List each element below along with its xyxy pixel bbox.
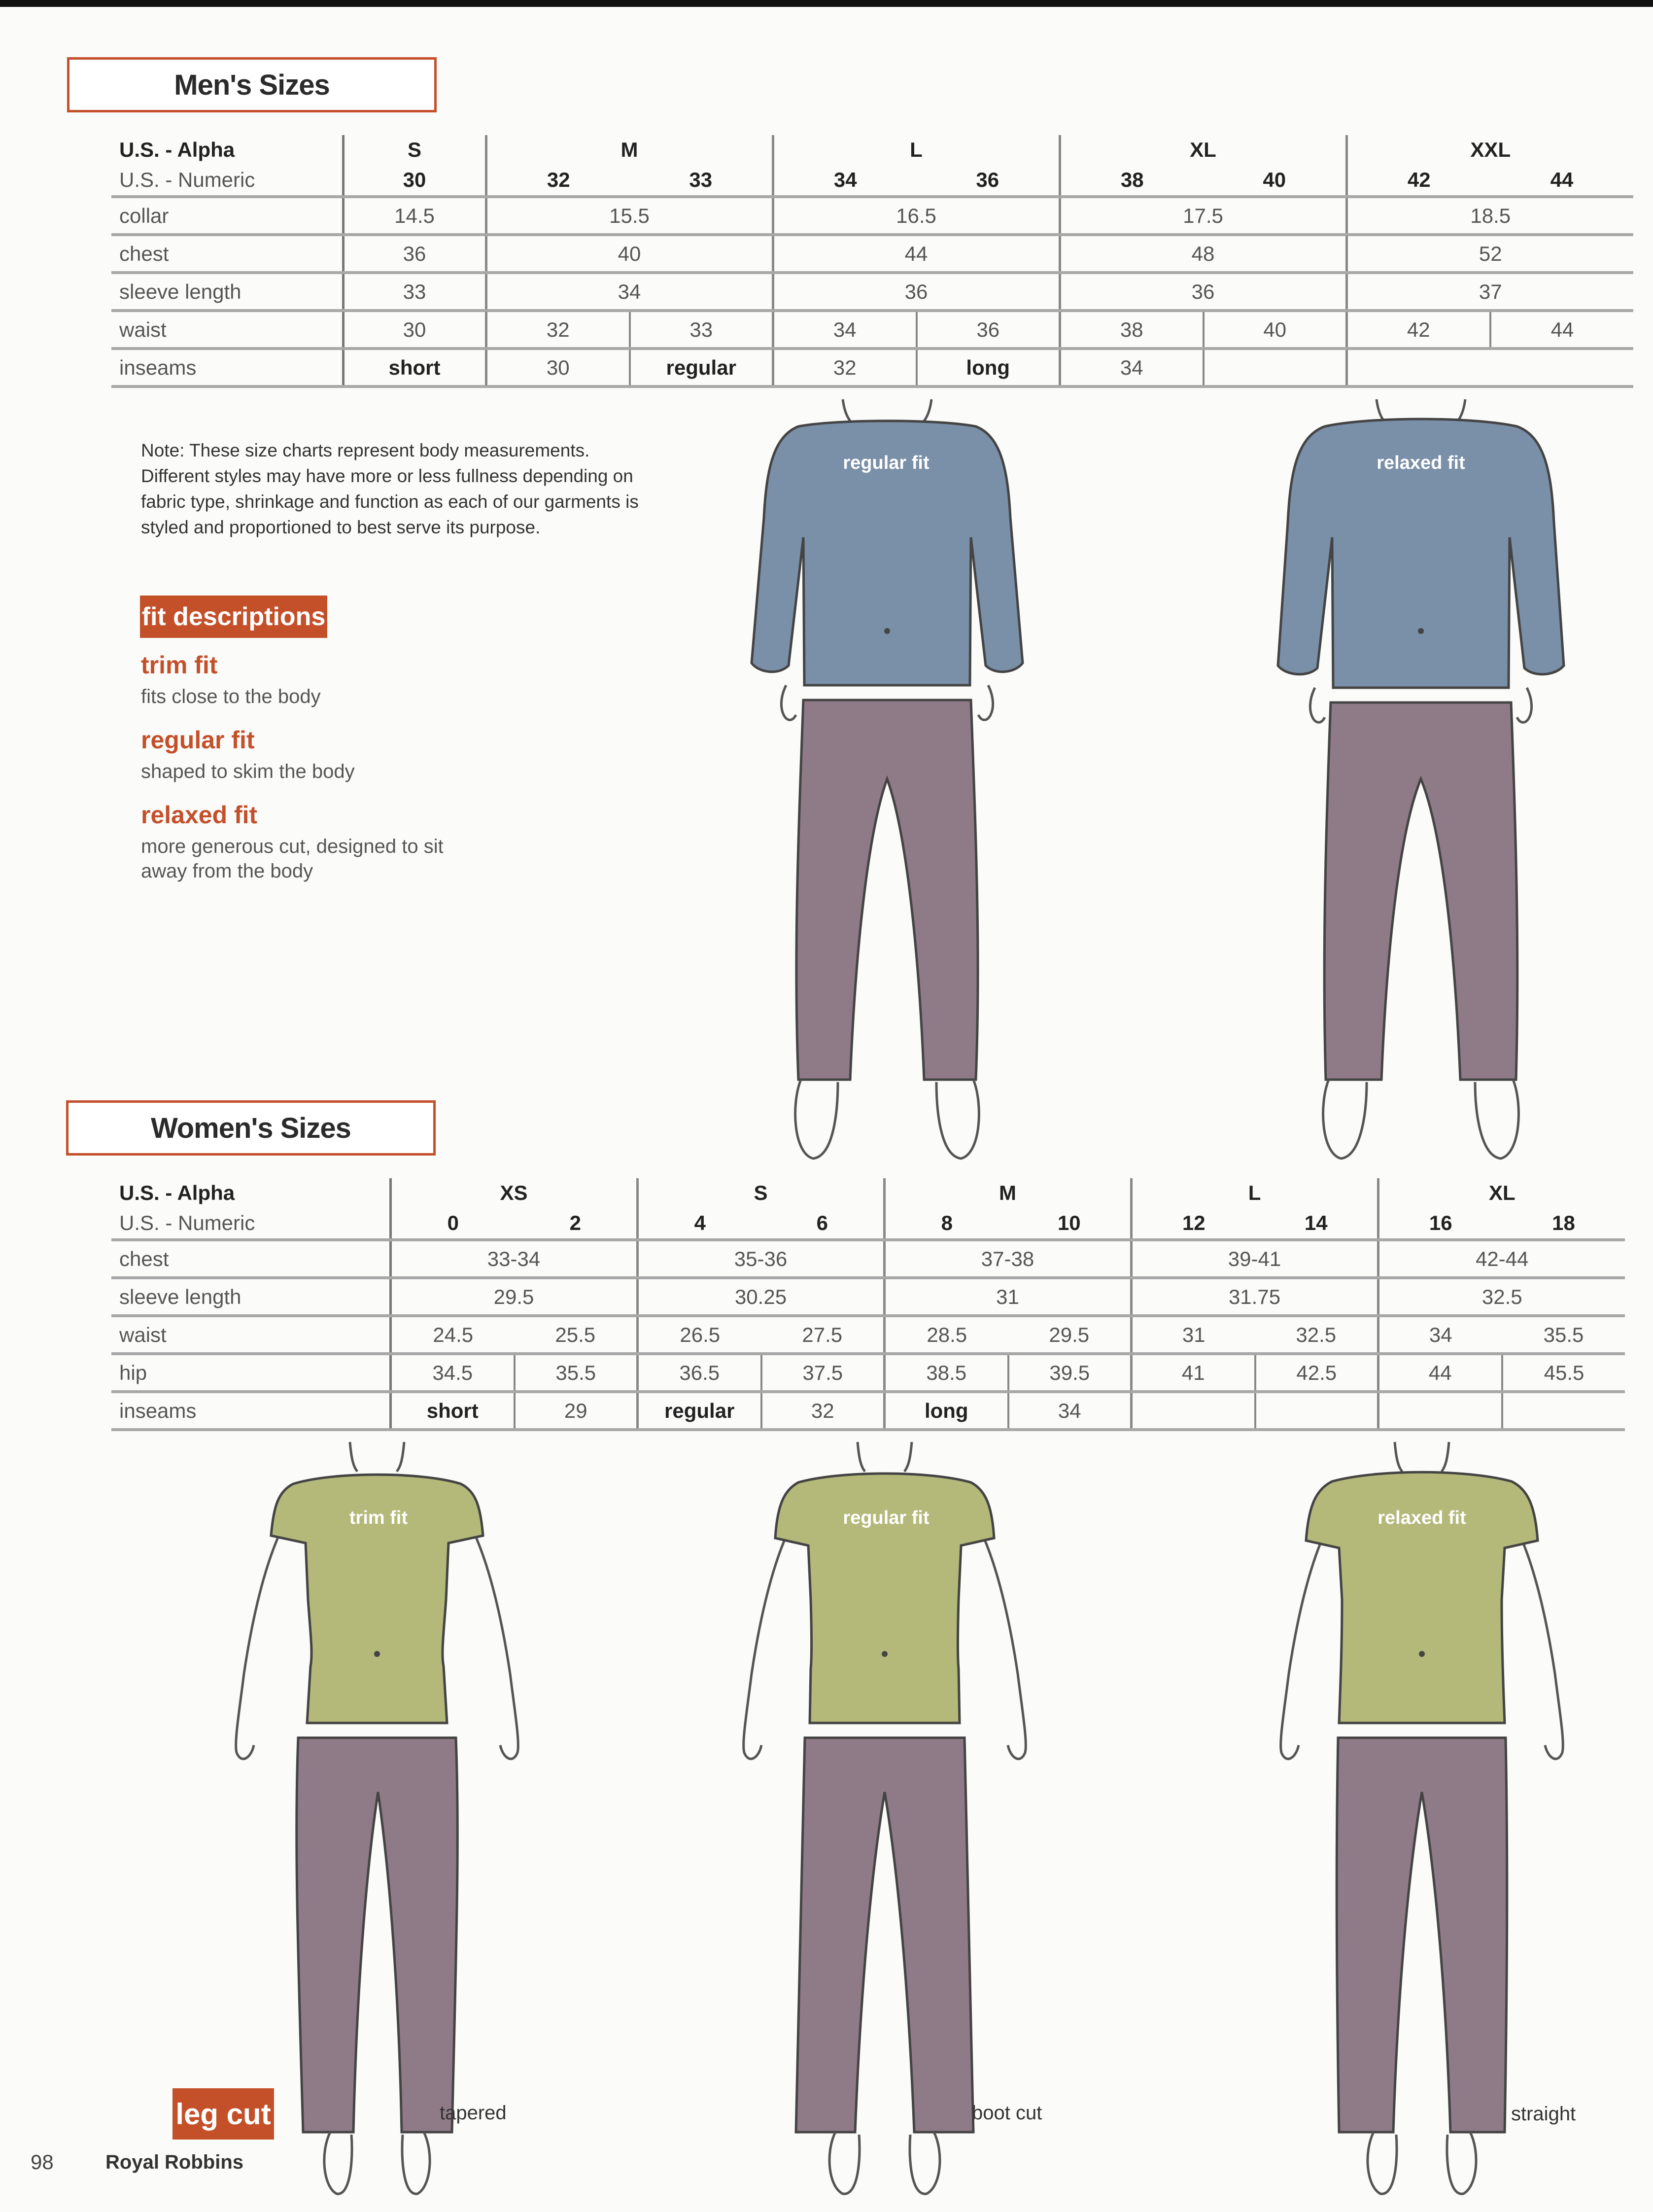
table-cell: 34	[1378, 1316, 1502, 1354]
table-cell: regular	[630, 349, 773, 386]
table-cell: 41	[1131, 1354, 1255, 1392]
numeric-label: U.S. - Numeric	[111, 165, 343, 197]
table-cell	[1255, 1392, 1378, 1430]
size-xs: XS	[390, 1178, 637, 1208]
table-cell: 14.5	[343, 197, 486, 235]
table-cell: 39-41	[1131, 1240, 1378, 1278]
numeric-42: 42	[1346, 165, 1490, 197]
men-inseams-row	[111, 349, 1633, 386]
row-label: chest	[111, 1240, 390, 1278]
table-cell	[1378, 1392, 1502, 1430]
table-cell: 35.5	[515, 1354, 637, 1392]
table-cell: 42.5	[1255, 1354, 1378, 1392]
table-cell: 32	[486, 311, 630, 349]
women-trim-fit-label: trim fit	[349, 1508, 408, 1528]
fit-desc-relaxed: more generous cut, designed to sit away from the body	[141, 836, 444, 882]
table-cell: 24.5	[390, 1316, 515, 1354]
table-cell	[1490, 349, 1633, 386]
men-chest-row	[111, 235, 1633, 273]
numeric-38: 38	[1060, 165, 1204, 197]
size-m: M	[884, 1178, 1131, 1208]
fit-desc-regular: shaped to skim the body	[141, 761, 355, 782]
women-relaxed-fit-figure	[1269, 1437, 1575, 2206]
numeric-40: 40	[1204, 165, 1346, 197]
numeric-6: 6	[761, 1208, 884, 1240]
table-cell: 29	[515, 1392, 637, 1430]
men-collar-row	[111, 197, 1633, 235]
numeric-8: 8	[884, 1208, 1008, 1240]
size-m: M	[486, 135, 773, 165]
boot-cut-label: boot cut	[972, 2102, 1042, 2124]
size-xxl: XXL	[1346, 135, 1633, 165]
men-relaxed-fit-figure	[1271, 389, 1571, 1168]
row-label: sleeve length	[111, 273, 343, 311]
table-cell: 32	[761, 1392, 884, 1430]
row-label: waist	[111, 1316, 390, 1354]
men-size-table	[111, 135, 1633, 388]
numeric-32: 32	[486, 165, 630, 197]
table-cell: regular	[637, 1392, 761, 1430]
table-cell: 44	[773, 235, 1060, 273]
table-cell: 31.75	[1131, 1278, 1378, 1316]
women-size-table	[111, 1178, 1625, 1431]
numeric-4: 4	[637, 1208, 761, 1240]
table-cell: long	[917, 349, 1060, 386]
table-cell: 25.5	[515, 1316, 637, 1354]
table-cell: short	[343, 349, 486, 386]
women-waist-row	[111, 1316, 1625, 1354]
table-cell: 35.5	[1502, 1316, 1625, 1354]
table-cell	[1502, 1392, 1625, 1430]
table-cell: 37.5	[761, 1354, 884, 1392]
row-label: inseams	[111, 1392, 390, 1430]
numeric-33: 33	[630, 165, 773, 197]
numeric-10: 10	[1008, 1208, 1131, 1240]
size-s: S	[637, 1178, 884, 1208]
men-alpha-row	[111, 135, 1633, 165]
table-cell: 33	[630, 311, 773, 349]
numeric-18: 18	[1502, 1208, 1625, 1240]
numeric-30: 30	[343, 165, 486, 197]
size-xl: XL	[1060, 135, 1346, 165]
table-cell: 34	[1008, 1392, 1131, 1430]
women-relaxed-fit-label: relaxed fit	[1378, 1508, 1466, 1528]
table-cell: long	[884, 1392, 1008, 1430]
table-cell: 38	[1060, 311, 1204, 349]
leg-cut-badge: leg cut	[172, 2088, 274, 2140]
table-cell: 15.5	[486, 197, 773, 235]
table-cell: 30	[343, 311, 486, 349]
table-cell: 34	[486, 273, 773, 311]
row-label: chest	[111, 235, 343, 273]
table-cell: 34	[773, 311, 917, 349]
brand-name: Royal Robbins	[105, 2151, 244, 2173]
men-regular-fit-figure	[739, 389, 1035, 1168]
straight-cut-label: straight	[1511, 2103, 1576, 2125]
table-cell: 36	[917, 311, 1060, 349]
table-cell: 32.5	[1255, 1316, 1378, 1354]
table-cell: 42	[1346, 311, 1490, 349]
alpha-label: U.S. - Alpha	[111, 1178, 390, 1208]
women-chest-row	[111, 1240, 1625, 1278]
row-label: sleeve length	[111, 1278, 390, 1316]
table-cell: 36	[1060, 273, 1346, 311]
table-cell: 33-34	[390, 1240, 637, 1278]
table-cell: 18.5	[1346, 197, 1633, 235]
table-cell: 37	[1346, 273, 1633, 311]
women-inseams-row	[111, 1392, 1625, 1430]
fit-name-relaxed: relaxed fit	[141, 801, 258, 829]
table-cell: 36	[343, 235, 486, 273]
table-cell	[1204, 349, 1346, 386]
size-xl: XL	[1378, 1178, 1625, 1208]
table-cell: 31	[884, 1278, 1131, 1316]
men-regular-fit-label: regular fit	[843, 453, 930, 473]
numeric-0: 0	[390, 1208, 515, 1240]
fit-descriptions-badge: fit descriptions	[140, 596, 327, 638]
table-cell: 32	[773, 349, 917, 386]
numeric-36: 36	[917, 165, 1060, 197]
size-l: L	[1131, 1178, 1378, 1208]
table-cell: 40	[1204, 311, 1346, 349]
row-label: inseams	[111, 349, 343, 386]
row-label: collar	[111, 197, 343, 235]
fit-name-regular: regular fit	[141, 726, 255, 754]
table-cell: 36	[773, 273, 1060, 311]
table-cell: 26.5	[637, 1316, 761, 1354]
women-sizes-title: Women's Sizes	[66, 1100, 436, 1156]
table-cell: 48	[1060, 235, 1346, 273]
size-l: L	[773, 135, 1060, 165]
table-cell: 44	[1490, 311, 1633, 349]
size-chart-note: Note: These size charts represent body measurements. Different styles may have more or less fullness depending on fabric type, shrinkage and function as each of our garments is styled and proportioned to best serve its purpose.	[141, 440, 639, 537]
numeric-44: 44	[1490, 165, 1633, 197]
women-numeric-row	[111, 1208, 1625, 1240]
page-number: 98	[31, 2150, 54, 2174]
table-cell: 37-38	[884, 1240, 1131, 1278]
numeric-34: 34	[773, 165, 917, 197]
table-cell	[1131, 1392, 1255, 1430]
women-regular-fit-label: regular fit	[843, 1508, 930, 1528]
table-cell: 38.5	[884, 1354, 1008, 1392]
row-label: hip	[111, 1354, 390, 1392]
table-cell: 30	[486, 349, 630, 386]
table-cell: 44	[1378, 1354, 1502, 1392]
table-cell: 35-36	[637, 1240, 884, 1278]
table-cell: 34.5	[390, 1354, 515, 1392]
women-alpha-row	[111, 1178, 1625, 1208]
numeric-16: 16	[1378, 1208, 1502, 1240]
men-numeric-row	[111, 165, 1633, 197]
numeric-14: 14	[1255, 1208, 1378, 1240]
women-regular-fit-figure	[732, 1437, 1037, 2206]
table-cell: 32.5	[1378, 1278, 1625, 1316]
size-s: S	[343, 135, 486, 165]
table-cell: 17.5	[1060, 197, 1346, 235]
men-sleeve-row	[111, 273, 1633, 311]
table-cell: short	[390, 1392, 515, 1430]
table-cell: 34	[1060, 349, 1204, 386]
table-cell: 29.5	[390, 1278, 637, 1316]
women-sleeve-row	[111, 1278, 1625, 1316]
numeric-label: U.S. - Numeric	[111, 1208, 390, 1240]
alpha-label: U.S. - Alpha	[111, 135, 343, 165]
men-waist-row	[111, 311, 1633, 349]
table-cell: 28.5	[884, 1316, 1008, 1354]
fit-name-trim: trim fit	[141, 651, 218, 679]
table-cell: 40	[486, 235, 773, 273]
table-cell: 42-44	[1378, 1240, 1625, 1278]
table-cell: 45.5	[1502, 1354, 1625, 1392]
numeric-12: 12	[1131, 1208, 1255, 1240]
men-relaxed-fit-label: relaxed fit	[1377, 453, 1465, 473]
fit-desc-trim: fits close to the body	[141, 686, 321, 707]
table-cell: 31	[1131, 1316, 1255, 1354]
table-cell: 30.25	[637, 1278, 884, 1316]
table-cell: 27.5	[761, 1316, 884, 1354]
top-border-bar	[0, 0, 1653, 7]
numeric-2: 2	[515, 1208, 637, 1240]
tapered-cut-label: tapered	[440, 2102, 507, 2124]
row-label: waist	[111, 311, 343, 349]
men-sizes-title: Men's Sizes	[67, 57, 437, 112]
table-cell: 39.5	[1008, 1354, 1131, 1392]
table-cell: 29.5	[1008, 1316, 1131, 1354]
women-hip-row	[111, 1354, 1625, 1392]
table-cell: 52	[1346, 235, 1633, 273]
table-cell: 33	[343, 273, 486, 311]
table-cell: 16.5	[773, 197, 1060, 235]
table-cell: 36.5	[637, 1354, 761, 1392]
table-cell	[1346, 349, 1490, 386]
